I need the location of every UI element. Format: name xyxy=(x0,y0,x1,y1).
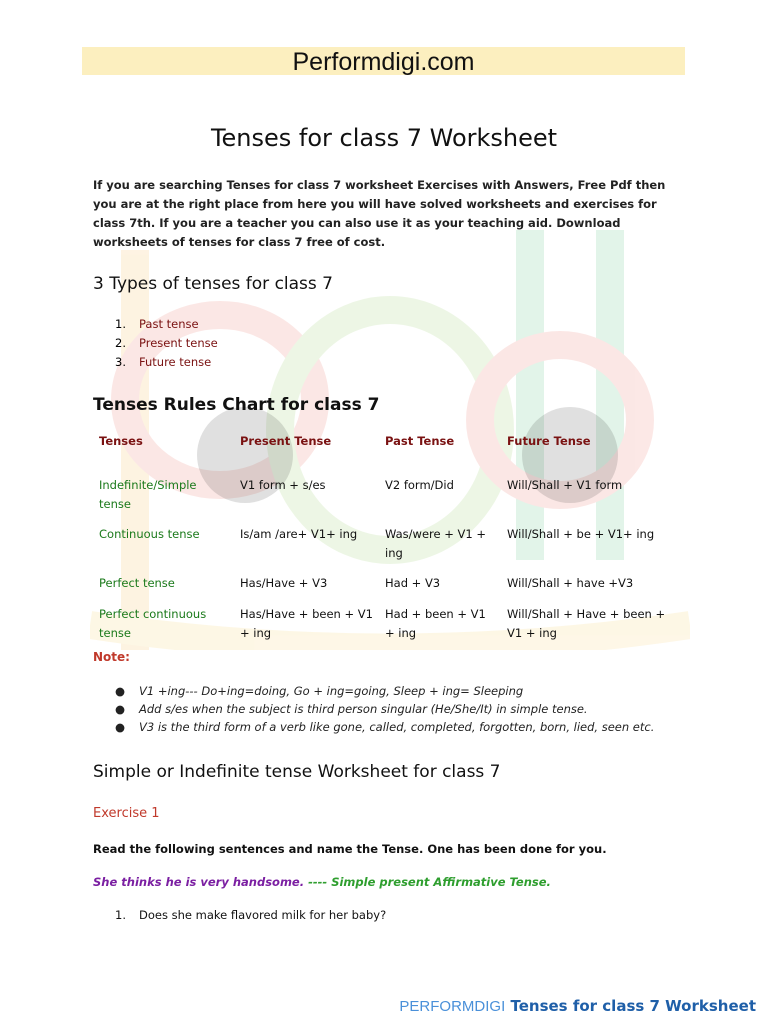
intro-lead: If you are searching xyxy=(93,178,227,192)
footer-title: Tenses for class 7 Worksheet xyxy=(505,997,756,1015)
chart-heading: Tenses Rules Chart for class 7 xyxy=(93,395,380,415)
bullet-icon: ● xyxy=(115,684,126,698)
table-cell: V1 form + s/es xyxy=(240,478,326,492)
table-cell: Will/Shall + V1 form xyxy=(507,478,623,492)
page-title: Tenses for class 7 Worksheet xyxy=(210,124,558,152)
question-number: 1. xyxy=(115,908,126,922)
table-cell: Will/Shall + Have + been + V1 + ing xyxy=(507,607,666,640)
bullet-icon: ● xyxy=(115,702,126,716)
table-row-label: Indefinite/Simple tense xyxy=(99,478,197,511)
intro-bold: Tenses for class 7 worksheet Exercises with Answers, Free Pdf xyxy=(226,178,632,192)
table-cell: Is/am /are+ V1+ ing xyxy=(240,527,358,541)
note-text: Add s/es when the subject is third person singular (He/She/It) in simple tense. xyxy=(139,702,588,716)
exercise-instruction: Read the following sentences and name the Tense. One has been done for you. xyxy=(93,842,607,856)
table-header: Present Tense xyxy=(240,434,332,448)
example-answer xyxy=(93,875,551,889)
list-item xyxy=(115,682,654,700)
intro-paragraph xyxy=(93,176,673,252)
list-number: 3. xyxy=(115,355,126,369)
table-row-label: Perfect tense xyxy=(99,576,175,590)
note-text: V3 is the third form of a verb like gone, called, completed, forgotten, born, lied, seen etc. xyxy=(139,720,655,734)
list-item xyxy=(115,700,654,718)
list-label: Past tense xyxy=(139,317,199,331)
notes-list xyxy=(115,682,654,736)
bullet-icon: ● xyxy=(115,720,126,734)
table-cell: Had + been + V1 + ing xyxy=(385,607,486,640)
table-header: Future Tense xyxy=(507,434,591,448)
table-row-label: Continuous tense xyxy=(99,527,200,541)
list-label: Future tense xyxy=(139,355,212,369)
list-number: 1. xyxy=(115,317,126,331)
list-item xyxy=(115,718,654,736)
tense-types-list xyxy=(115,315,218,372)
table-header: Tenses xyxy=(99,434,143,448)
list-number: 2. xyxy=(115,336,126,350)
table-cell: Will/Shall + be + V1+ ing xyxy=(507,527,655,541)
table-header: Past Tense xyxy=(385,434,455,448)
table-cell: Has/Have + V3 xyxy=(240,576,328,590)
list-label: Present tense xyxy=(139,336,218,350)
types-heading: 3 Types of tenses for class 7 xyxy=(93,274,333,294)
question-text: Does she make flavored milk for her baby? xyxy=(139,908,387,922)
list-item xyxy=(115,353,218,372)
list-item xyxy=(115,315,218,334)
question-item xyxy=(115,908,386,922)
example-sentence: She thinks he is very handsome. xyxy=(93,875,305,889)
page-footer xyxy=(399,997,756,1015)
table-cell: Will/Shall + have +V3 xyxy=(507,576,634,590)
list-item xyxy=(115,334,218,353)
simple-tense-heading: Simple or Indefinite tense Worksheet for class 7 xyxy=(93,762,501,782)
note-label: Note: xyxy=(93,650,130,664)
example-tense: ---- Simple present Affirmative Tense. xyxy=(304,875,551,889)
site-banner: Performdigi.com xyxy=(82,47,685,75)
table-cell: V2 form/Did xyxy=(385,478,454,492)
note-text: V1 +ing--- Do+ing=doing, Go + ing=going, Sleep + ing= Sleeping xyxy=(139,684,524,698)
table-cell: Had + V3 xyxy=(385,576,441,590)
intro-rest: then you are at the right place from here you will have solved worksheets and exercises for class 7th. If you are a teacher you can also use it as your teaching aid. Download worksheets of tenses for class 7 free of cost. xyxy=(93,178,666,249)
table-cell: Was/were + V1 + ing xyxy=(385,527,487,560)
exercise-heading: Exercise 1 xyxy=(93,806,160,821)
footer-brand: PERFORMDIGI xyxy=(399,998,506,1015)
table-row-label: Perfect continuous tense xyxy=(99,607,207,640)
table-cell: Has/Have + been + V1 + ing xyxy=(240,607,373,640)
